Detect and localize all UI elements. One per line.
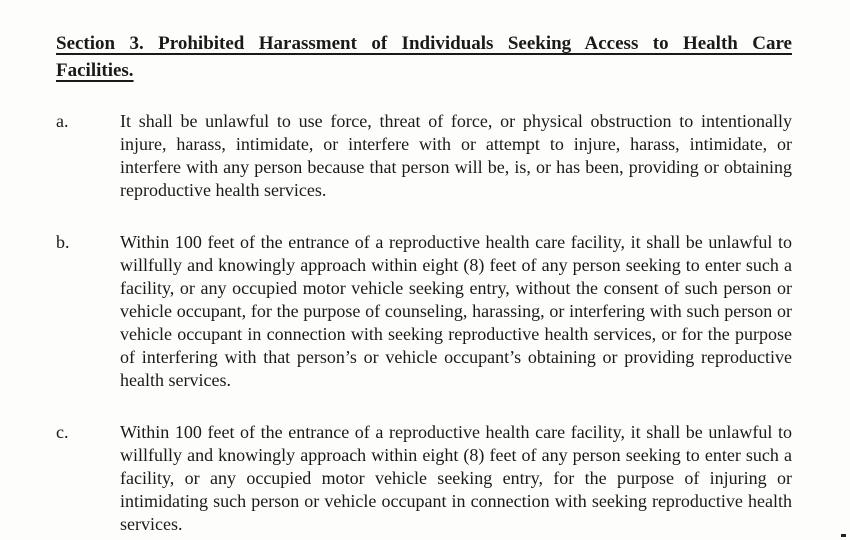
clause-a [56,110,792,202]
section-heading [56,30,792,84]
clause-b-label: b. [56,232,70,252]
clause-a-text: It shall be unlawful to use force, threat of force, or physical obstruction to intentionally injure, harass, intimidate, or interfere with or attempt to injure, harass, intimidate, or interfere with any person because that person will be, is, or has been, providing or obtaining reproductive health services. [120,111,792,200]
scan-artifact [841,534,846,537]
clause-b [56,231,792,392]
document-content [56,30,792,536]
clause-c-text: Within 100 feet of the entrance of a reproductive health care facility, it shall be unlawful to willfully and knowingly approach within eight (8) feet of any person seeking to enter such a facility, or any occupied motor vehicle seeking entry, for the purpose of injuring or intimidating such person or vehicle occupant in connection with seeking reproductive health services. [120,422,792,534]
clause-c-label: c. [56,422,69,442]
section-heading-line1: Section 3. Prohibited Harassment of Individuals Seeking Access to Health Care [56,33,792,54]
clause-b-text: Within 100 feet of the entrance of a reproductive health care facility, it shall be unlawful to willfully and knowingly approach within eight (8) feet of any person seeking to enter such a facility, or any occupied motor vehicle seeking entry, without the consent of such person or vehicle occupant, for the purpose of counseling, harassing, or interfering with such person or vehicle occupant in connection with seeking reproductive health services, or for the purpose of interfering with that person’s or vehicle occupant’s obtaining or providing reproductive health services. [120,232,792,390]
clause-c [56,421,792,536]
section-heading-line2: Facilities. [56,60,134,81]
clause-a-label: a. [56,111,69,131]
